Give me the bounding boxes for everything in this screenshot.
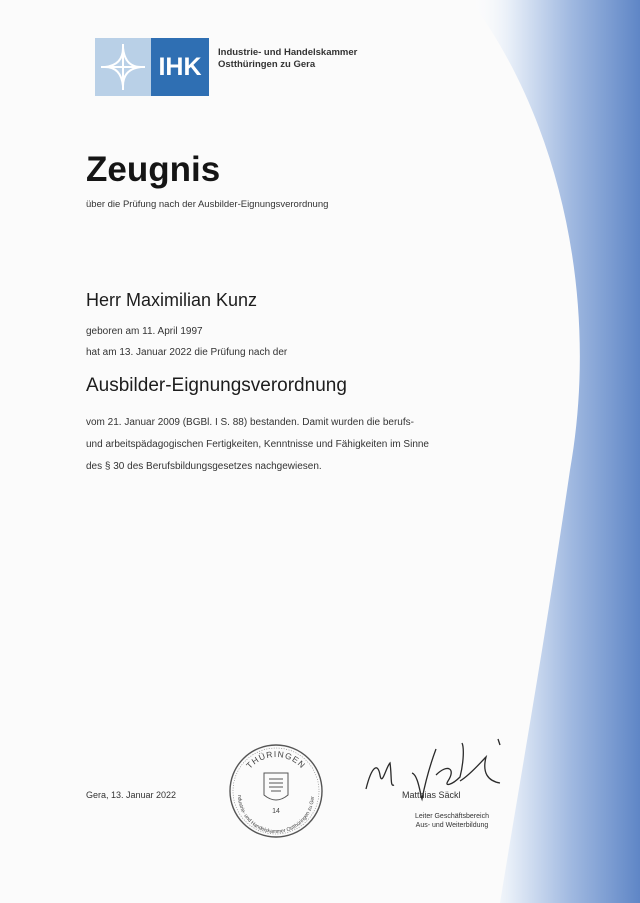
signer-role-line-2: Aus- und Weiterbildung xyxy=(415,822,489,829)
interchange-icon xyxy=(95,38,151,96)
lion-crest-icon xyxy=(264,773,288,800)
signer-role-line-1: Leiter Geschäftsbereich xyxy=(415,813,489,820)
svg-text:THÜRINGEN xyxy=(244,749,308,771)
place-and-date: Gera, 13. Januar 2022 xyxy=(86,790,177,800)
body-line: vom 21. Januar 2009 (BGBl. I S. 88) bestanden. Damit wurden die berufs- xyxy=(86,417,414,428)
ihk-acronym: IHK xyxy=(151,38,209,96)
organization-name xyxy=(218,47,357,71)
seal-top-text: THÜRINGEN xyxy=(244,748,308,771)
certificate-body-text xyxy=(86,412,486,478)
organization-line-2: Ostthüringen zu Gera xyxy=(218,59,316,70)
exam-date-line: hat am 13. Januar 2022 die Prüfung nach der xyxy=(86,347,288,358)
signer-name: Matthias Säckl xyxy=(402,790,461,800)
seal-number: 14 xyxy=(272,808,280,815)
document-title: Zeugnis xyxy=(86,150,221,189)
signer-role xyxy=(397,812,507,830)
document-subtitle: über die Prüfung nach der Ausbilder-Eignungsverordnung xyxy=(86,199,329,210)
regulation-heading: Ausbilder-Eignungsverordnung xyxy=(86,375,347,396)
body-line: und arbeitspädagogischen Fertigkeiten, Kenntnisse und Fähigkeiten im Sinne xyxy=(86,439,429,450)
body-line: des § 30 des Berufsbildungsgesetzes nachgewiesen. xyxy=(86,461,322,472)
recipient-name: Herr Maximilian Kunz xyxy=(86,290,258,310)
ihk-logo xyxy=(95,38,209,96)
official-seal xyxy=(228,743,324,839)
organization-line-1: Industrie- und Handelskammer xyxy=(218,47,358,58)
seal-ring-text: ndustrie- und Handelskammer Ostthüringen zu Ger xyxy=(235,794,316,836)
birth-date-line: geboren am 11. April 1997 xyxy=(86,326,203,337)
